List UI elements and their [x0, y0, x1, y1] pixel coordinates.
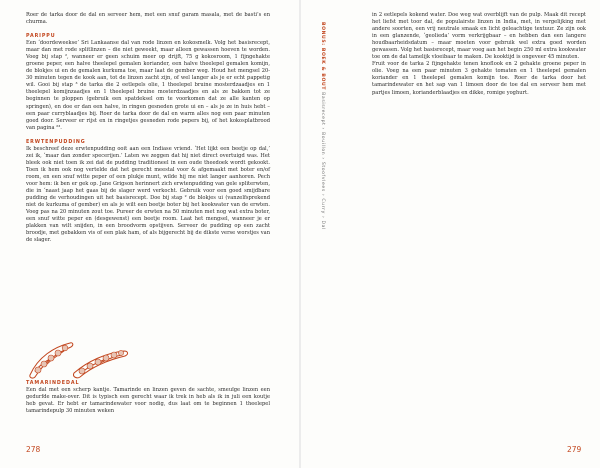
page-number-left: 278 — [26, 445, 41, 454]
left-page — [0, 0, 299, 468]
section-heading-erwtenpudding: ERWTENPUDDING — [26, 139, 86, 145]
running-header-label: BONUS: BOEK & BOUT — [320, 22, 325, 91]
intro-paragraph: Roer de tarka door de dal en serveer hem, met een snuf garam masala, met de basti’s en churma. — [26, 12, 270, 26]
section-body-erwtenpudding: Ik beschreef deze erwtenpudding ooit aan een Indiase vriend. ‘Het lijkt een beetje op dal,’ zei ik, ‘maar dan zonder specerijen.’ Laten we zeggen dat hij niet direct overtuigd was. Het bleek ook niet toen ik zei dat de pudding traditioneel in een oude theedoek wordt gekookt. Toen ik hem ook nog vertelde dat het gerecht meestal voor & afgemaakt met boter en/of room, en een snuf witte peper of een plukje munt, wilde hij me niet langer aanhoren. Pech voor hem: ik ben er gek op. Jane Grigson herinnert zich erwtenpudding van gele spliterwten, die in ‘naast jaap het gaas bij de slager werd verkocht. Gebruik voor een goed smijdbare pudding de verhoudingen uit het basisrecept. Doe bij stap ² de blokjes ui (vanzelfsprekend niet de kurkuma of gember) en als je wilt een beetje boter bij het kookwater van de erwten. Voeg pas na 20 minuten zout toe. Pureer de erwten na 50 minuten met nog wat extra boter, een snuf witte peper en (desgewenst) een beetje room. Laat het mengsel, wanneer je er plakken van wilt snijden, in een broodvorm opstijven. Serveer de pudding op een zacht broodje, met gebakken vis of een plak ham, of als bijgerecht bij de dikste verse worstjes van de slager. — [26, 145, 270, 244]
running-header-text — [320, 22, 325, 230]
peapod-illustration — [26, 335, 136, 379]
section-body-tamarindedal: Een dal met een scherp kantje. Tamarinde en linzen geven de sachte, smeuïge linzen een gedurfde make-over. Dit is typisch een gerecht waar ik trek in heb als ik in juli een koutje heb gevat. Er hebt er tamarindewater voor nodig, dus laat om te beginnen 1 theelepel tamarindepulp 30 minuten weken — [26, 387, 270, 415]
left-bottom-column — [26, 380, 270, 415]
right-paragraph-1: in 2 eetlepels kokend water. Doe weg wat overblijft van de pulp. Maak dit recept het liefst met toor dal, de populairste linzen in India, met, in vergelijking met andere soorten, een vrij neutrale smaak en licht geleachtige textuur. Ze zijn ook in een glanzende, ‘geolieda’ vorm verkrijgbaar – en hebben dan een langere houdbaarheidsdatum – maar moeten voor gebruik wel extra goed worden gewassen. Volg het basisrecept, maar voeg aan het begin 250 ml extra kookwater toe om de dal tamelijk vloeibaar te maken. De kooktijd is ongeveer 45 minuten. — [372, 12, 586, 61]
section-heading-parippu: PARIPPU — [26, 34, 56, 40]
right-paragraph-2: Fruit voor de tarka 2 fijngehakte tenen knoflook en 2 gehakte groene peper in olie. Voeg na een paar minuten 3 gehakte tomaten en 1 theelepel gemalen koriander en 1 theelepel gemalen komijn toe. Roer de tarka door het tamarindewater en het sap van 1 limoen door de toe dal en serveer hem met partjes limoen, korianderblaadjes en dikke, romige yoghurt. — [372, 61, 586, 96]
running-header — [318, 22, 326, 230]
running-header-path: Basisrecept › Bouillon › Stoofvlees › Curry › Dal — [320, 92, 325, 230]
right-page — [301, 0, 600, 468]
section-body-parippu: Een ‘doordeweekse’ Sri Lankaanse dal van rode linzen en kokosmelk. Volg het basisrecept, maar dan met rode splitlinzen – die niet geweekt, maar alleen gewassen hoeven te worden. Voeg bij stap ², wanneer er geen schuim meer op drijft, 75 g kokosroom, 1 fijngehakte groene peper, een halve theelepel gemalen koriander, een halve theelepel gemalen komijn, de blokjes ui en de gemalen kurkuma toe, maar laat de gember weg. Houd het mengsel 20-30 minuten tegen de kook aan, tot de linzen zacht zijn, of wel langer als je er echt pappetig wil. Gooi bij stap ³ de tarka die 2 eetlepels olie, 1 theelepel bruine mosterdzaadjes en 1 theelepel komijnzaadjes en 1 theelepel bruine mosterdzaadjes en als ze bakken tot ze beginnen te ploppen (gebruik een spatdeksel om te voorkomen dat ze alle kanten op springen), en doe er dan een halve, in ringen gesneden grote ui en – als je ze in huis hebt – een paar curryblaadjes bij. Roer de tarka door de dal en warm alles nog een paar minuten goed door. Serveer er rijst en in ringetjes gesneden rode pepers bij, of het kokosplatbrood van pagina ²³. — [26, 40, 270, 131]
section-heading-tamarindedal: TAMARINDEDAL — [26, 381, 80, 386]
left-text-column — [26, 12, 270, 244]
page-number-right: 279 — [567, 445, 582, 454]
right-text-column — [372, 12, 586, 97]
